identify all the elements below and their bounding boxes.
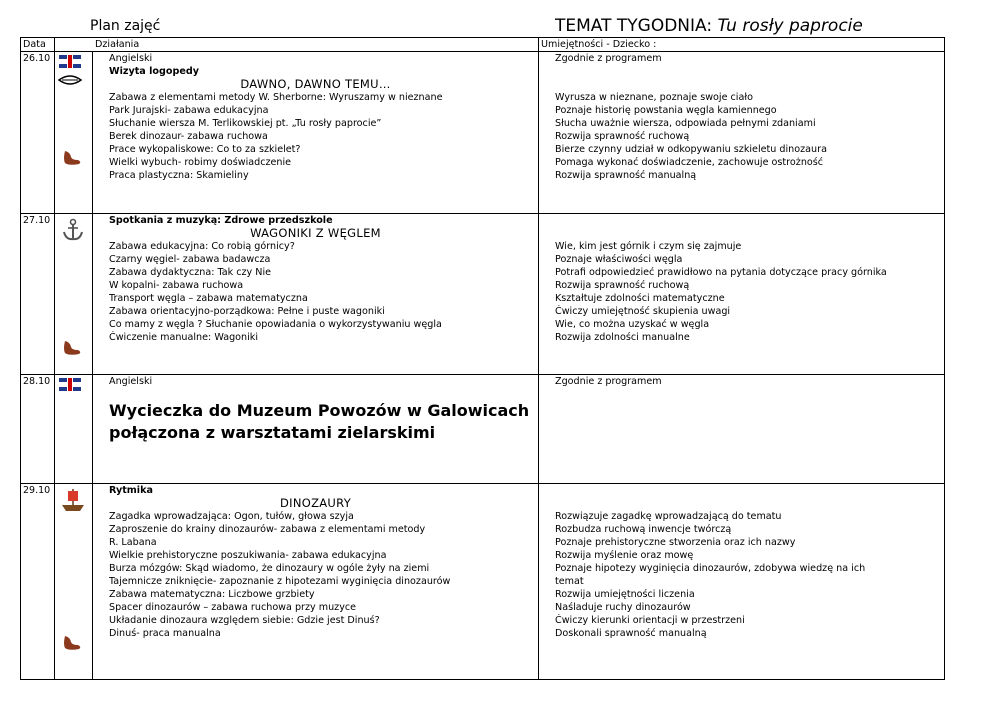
list-item: ▪ Angielski bbox=[109, 375, 536, 388]
row-activities bbox=[93, 375, 539, 484]
list-item: ▪ Poznaje hipotezy wyginięcia dinozaurów, zdobywa wiedzę na ich bbox=[555, 562, 942, 575]
section-title: DINOZAURY bbox=[279, 497, 352, 510]
list-item: ▪ Rytmika bbox=[109, 484, 536, 497]
list-item: ▪ Spotkania z muzyką: Zdrowe przedszkole bbox=[109, 214, 536, 227]
table-row bbox=[21, 375, 945, 484]
list-item: ▪ Prace wykopaliskowe: Co to za szkielet? bbox=[109, 143, 536, 156]
week-theme-prefix: TEMAT TYGODNIA: bbox=[555, 16, 718, 36]
list-item: ▪ Pomaga wykonać doświadczenie, zachowuje ostrożność bbox=[555, 156, 942, 169]
ship-icon bbox=[60, 487, 86, 513]
list-item: ▪ Dinuś- praca manualna bbox=[109, 627, 536, 640]
plan-table bbox=[20, 37, 945, 680]
list-item: ▪ Poznaje historię powstania węgla kamiennego bbox=[555, 104, 942, 117]
list-item: ▪ Doskonali sprawność manualną bbox=[555, 627, 942, 640]
list-item: ▪ Angielski bbox=[109, 52, 536, 65]
table-row bbox=[21, 214, 945, 375]
list-item: ▪ Park Jurajski- zabawa edukacyjna bbox=[109, 104, 536, 117]
list-item: ▪ Berek dinozaur- zabawa ruchowa bbox=[109, 130, 536, 143]
section-title: WAGONIKI Z WĘGLEM bbox=[250, 227, 381, 240]
dinosaur-leg-icon bbox=[61, 634, 83, 652]
row-icons bbox=[55, 484, 93, 680]
table-row bbox=[21, 52, 945, 214]
trip-announcement: ▪ Wycieczka do Muzeum Powozów w Galowicach połączona z warsztatami zielarskimi bbox=[109, 388, 536, 444]
list-item: ▪ Ćwiczenie manualne: Wagoniki bbox=[109, 331, 536, 344]
list-item: ▪ Słucha uważnie wiersza, odpowiada pełnymi zdaniami bbox=[555, 117, 942, 130]
list-item-continuation: temat bbox=[555, 576, 584, 587]
row-icons bbox=[55, 52, 93, 214]
mouth-icon bbox=[57, 74, 83, 88]
dinosaur-leg-icon bbox=[61, 339, 83, 357]
list-item: ▪ Kształtuje zdolności matematyczne bbox=[555, 292, 942, 305]
list-item: ▪ Rozwija myślenie oraz mowę bbox=[555, 549, 942, 562]
list-item: ▪ Wielki wybuch- robimy doświadczenie bbox=[109, 156, 536, 169]
list-item: ▪ Rozwija zdolności manualne bbox=[555, 331, 942, 344]
row-date: 29.10 bbox=[21, 484, 55, 680]
list-item: ▪ Zabawa matematyczna: Liczbowe grzbiety bbox=[109, 588, 536, 601]
list-item: ▪ Naśladuje ruchy dinozaurów bbox=[555, 601, 942, 614]
list-item: ▪ Spacer dinozaurów – zabawa ruchowa przy muzyce bbox=[109, 601, 536, 614]
row-skills bbox=[539, 214, 945, 375]
week-theme bbox=[555, 16, 863, 36]
row-skills bbox=[539, 484, 945, 680]
list-item: ▪ Bierze czynny udział w odkopywaniu szkieletu dinozaura bbox=[555, 143, 942, 156]
list-item: ▪ Wielkie prehistoryczne poszukiwania- zabawa edukacyjna bbox=[109, 549, 536, 562]
list-item: ▪ Rozbudza ruchową inwencje twórczą bbox=[555, 523, 942, 536]
table-header-row bbox=[21, 38, 945, 52]
list-item: ▪ Rozwija sprawność manualną bbox=[555, 169, 942, 182]
list-item: ▪ Ćwiczy umiejętność skupienia uwagi bbox=[555, 305, 942, 318]
list-item: ▪ Zgodnie z programem bbox=[555, 375, 942, 388]
plan-title: Plan zajęć bbox=[90, 18, 161, 34]
list-item: ▪ Wizyta logopedy bbox=[109, 65, 536, 78]
col-date-header: Data bbox=[21, 38, 55, 52]
list-item: ▪ Burza mózgów: Skąd wiadomo, że dinozaury w ogóle żyły na ziemi bbox=[109, 562, 536, 575]
list-item: ▪ Słuchanie wiersza M. Terlikowskiej pt. „Tu rosły paprocie” bbox=[109, 117, 536, 130]
row-icons bbox=[55, 375, 93, 484]
list-item: ▪ Zabawa z elementami metody W. Sherborne: Wyruszamy w nieznane bbox=[109, 91, 536, 104]
list-item: ▪ Poznaje prehistoryczne stworzenia oraz ich nazwy bbox=[555, 536, 942, 549]
list-item: ▪ Ćwiczy kierunki orientacji w przestrzeni bbox=[555, 614, 942, 627]
dinosaur-leg-icon bbox=[61, 149, 83, 167]
list-item: ▪ Rozwija sprawność ruchową bbox=[555, 279, 942, 292]
list-item: ▪ Wyrusza w nieznane, poznaje swoje ciało bbox=[555, 91, 942, 104]
list-item: ▪ Tajemnicze zniknięcie- zapoznanie z hipotezami wyginięcia dinozaurów bbox=[109, 575, 536, 588]
list-item: ▪ Czarny węgiel- zabawa badawcza bbox=[109, 253, 536, 266]
section-title: DAWNO, DAWNO TEMU… bbox=[240, 78, 391, 91]
list-item: ▪ Rozwija umiejętności liczenia bbox=[555, 588, 942, 601]
row-activities bbox=[93, 484, 539, 680]
table-row bbox=[21, 484, 945, 680]
col-skills-header: Umiejętności - Dziecko : bbox=[539, 38, 945, 52]
list-item: ▪ Zaproszenie do krainy dinozaurów- zabawa z elementami metody bbox=[109, 523, 536, 536]
list-item: ▪ Co mamy z węgla ? Słuchanie opowiadania o wykorzystywaniu węgla bbox=[109, 318, 536, 331]
list-item: ▪ Układanie dinozaura względem siebie: Gdzie jest Dinuś? bbox=[109, 614, 536, 627]
col-activities-header: Działania bbox=[55, 38, 539, 52]
row-skills bbox=[539, 52, 945, 214]
row-icons bbox=[55, 214, 93, 375]
list-item: ▪ Zabawa orientacyjno-porządkowa: Pełne i puste wagoniki bbox=[109, 305, 536, 318]
row-date: 27.10 bbox=[21, 214, 55, 375]
list-item: ▪ Praca plastyczna: Skamieliny bbox=[109, 169, 536, 182]
list-item: ▪ Wie, co można uzyskać w węgla bbox=[555, 318, 942, 331]
list-item: ▪ Transport węgla – zabawa matematyczna bbox=[109, 292, 536, 305]
list-item: ▪ Zagadka wprowadzająca: Ogon, tułów, głowa szyja bbox=[109, 510, 536, 523]
list-item: ▪ Potrafi odpowiedzieć prawidłowo na pytania dotyczące pracy górnika bbox=[555, 266, 942, 279]
list-item: ▪ Zabawa edukacyjna: Co robią górnicy? bbox=[109, 240, 536, 253]
row-date: 26.10 bbox=[21, 52, 55, 214]
list-item: ▪ Wie, kim jest górnik i czym się zajmuje bbox=[555, 240, 942, 253]
list-item: ▪ Rozwiązuje zagadkę wprowadzającą do tematu bbox=[555, 510, 942, 523]
row-skills bbox=[539, 375, 945, 484]
uk-flag-icon bbox=[59, 55, 81, 68]
week-theme-topic: Tu rosły paprocie bbox=[717, 16, 863, 36]
row-date: 28.10 bbox=[21, 375, 55, 484]
row-activities bbox=[93, 52, 539, 214]
uk-flag-icon bbox=[59, 378, 81, 391]
list-item: ▪ W kopalni- zabawa ruchowa bbox=[109, 279, 536, 292]
list-item: ▪ Zabawa dydaktyczna: Tak czy Nie bbox=[109, 266, 536, 279]
list-item: ▪ Rozwija sprawność ruchową bbox=[555, 130, 942, 143]
row-activities bbox=[93, 214, 539, 375]
list-item: ▪ Zgodnie z programem bbox=[555, 52, 942, 65]
list-item: ▪ Poznaje właściwości węgla bbox=[555, 253, 942, 266]
list-item-continuation: R. Labana bbox=[109, 537, 157, 548]
anchor-icon bbox=[60, 218, 86, 242]
